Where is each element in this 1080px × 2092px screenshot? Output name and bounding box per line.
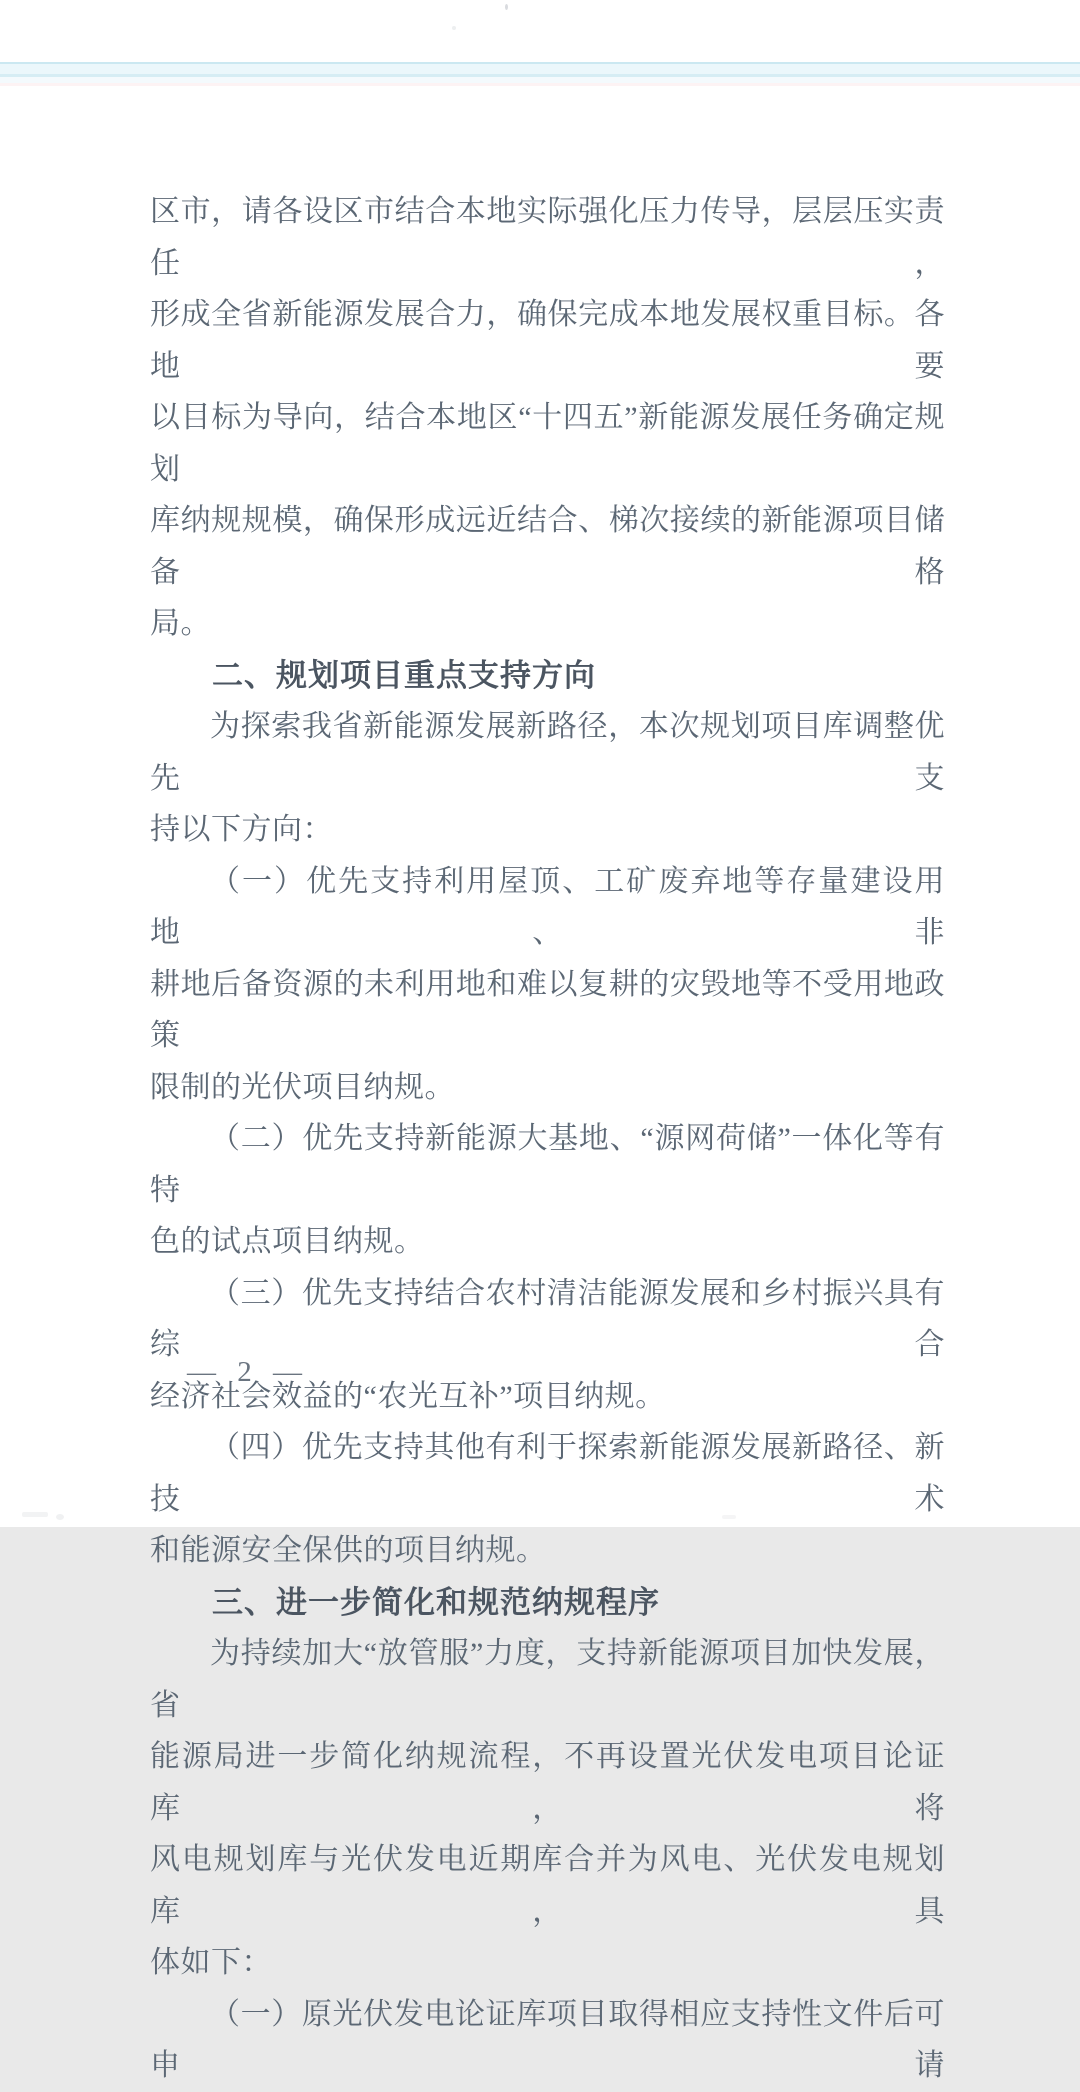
- text-line: 为持续加大“放管服”力度，支持新能源项目加快发展，省: [150, 1637, 945, 1722]
- scan-speck: [56, 1514, 64, 1520]
- text-line: 耕地后备资源的未利用地和难以复耕的灾毁地等不受用地政策: [150, 967, 945, 1052]
- text-line: 风电规划库与光伏发电近期库合并为风电、光伏发电规划库，具: [150, 1843, 945, 1928]
- text-line: 形成全省新能源发展合力，确保完成本地发展权重目标。各地要: [150, 298, 945, 383]
- page-number: — 2 —: [187, 1356, 304, 1388]
- scan-artifact-band: [0, 83, 1080, 86]
- text-line: 限制的光伏项目纳规。: [150, 1070, 455, 1104]
- text-line: 区市，请各设区市结合本地实际强化压力传导，层层压实责任，: [150, 195, 945, 280]
- scan-artifact-band: [0, 62, 1080, 64]
- text-line: 以目标为导向，结合本地区“十四五”新能源发展任务确定规划: [150, 401, 945, 486]
- scan-artifact-band: [0, 64, 1080, 74]
- text-line: 和能源安全保供的项目纳规。: [150, 1534, 547, 1567]
- section-heading-3: 三、进一步简化和规范纳规程序: [212, 1584, 660, 1620]
- scan-speck: [505, 4, 508, 10]
- text-line: （一）优先支持利用屋顶、工矿废弃地等存量建设用地、非: [150, 864, 945, 949]
- text-line: 持以下方向：: [150, 813, 333, 846]
- text-line: 色的试点项目纳规。: [150, 1225, 425, 1258]
- text-line: 库纳规规模，确保形成远近结合、梯次接续的新能源项目储备格: [150, 504, 945, 589]
- document-body: [150, 186, 945, 2092]
- scan-artifact-band: [0, 77, 1080, 83]
- scan-speck: [22, 1512, 48, 1517]
- text-line: 经济社会效益的“农光互补”项目纳规。: [150, 1379, 666, 1413]
- text-line: （四）优先支持其他有利于探索新能源发展新路径、新技术: [150, 1431, 945, 1516]
- text-line: 体如下：: [150, 1946, 272, 1979]
- text-line: 能源局进一步简化纳规流程，不再设置光伏发电项目论证库，将: [150, 1740, 945, 1825]
- section-heading-2: 二、规划项目重点支持方向: [212, 657, 596, 693]
- text-line: （一）原光伏发电论证库项目取得相应支持性文件后可申请: [150, 1997, 945, 2082]
- text-line: （三）优先支持结合农村清洁能源发展和乡村振兴具有综合: [150, 1276, 945, 1361]
- text-line: （二）优先支持新能源大基地、“源网荷储”一体化等有特: [150, 1122, 945, 1207]
- text-line: 局。: [150, 607, 211, 640]
- scan-speck: [452, 26, 456, 30]
- scan-artifact-band: [0, 74, 1080, 77]
- text-line: 为探索我省新能源发展新路径，本次规划项目库调整优先支: [150, 710, 945, 795]
